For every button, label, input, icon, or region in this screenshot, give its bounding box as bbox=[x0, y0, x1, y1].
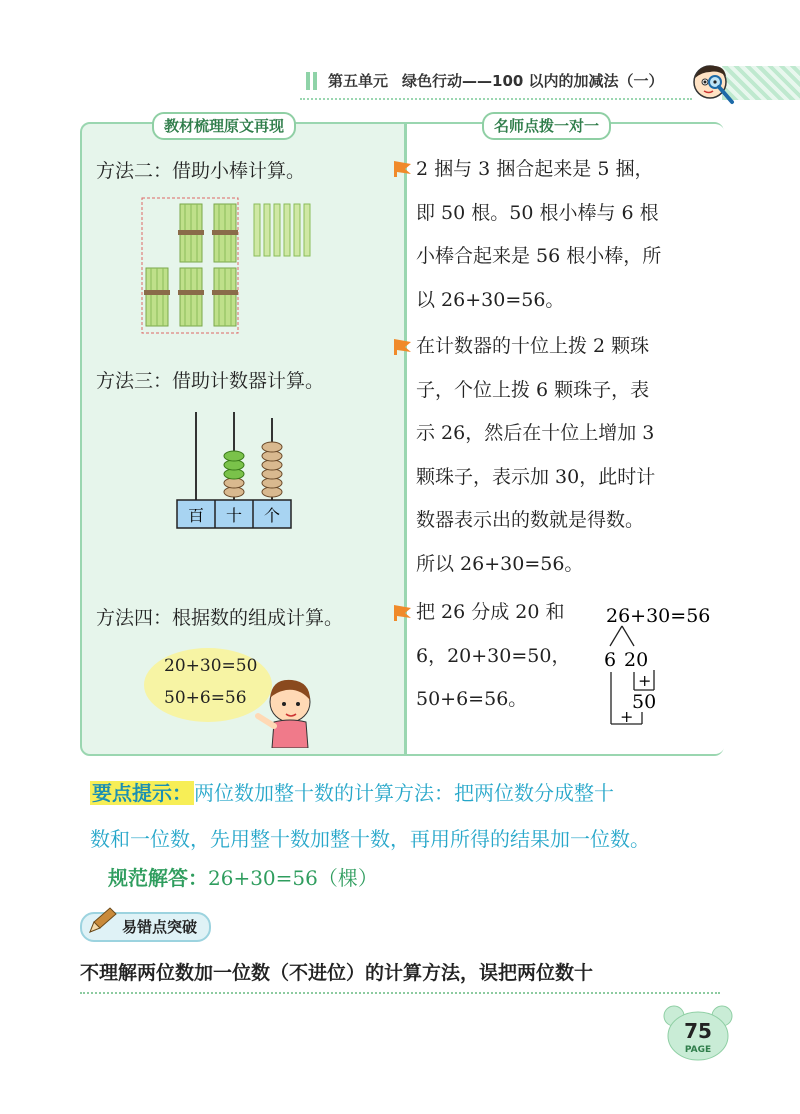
page-header bbox=[0, 60, 800, 110]
abacus-illustration bbox=[176, 412, 296, 532]
diagram-fifty: 50 bbox=[632, 691, 657, 713]
orange-flag-icon bbox=[393, 160, 413, 178]
abacus-label-ones: 个 bbox=[263, 506, 281, 525]
explanation-line: 即 50 根。50 根小棒与 6 根 bbox=[416, 201, 659, 224]
explanation-line: 示 26，然后在十位上增加 3 bbox=[416, 422, 655, 445]
error-description: 不理解两位数加一位数（不进位）的计算方法，误把两位数十 bbox=[80, 962, 594, 984]
single-sticks-icon bbox=[254, 204, 310, 256]
explanation-composition bbox=[416, 591, 570, 722]
explanation-line: 所以 26+30=56。 bbox=[416, 552, 584, 575]
explanation-line: 以 26+30=56。 bbox=[416, 288, 565, 311]
header-dotted-line bbox=[300, 98, 692, 100]
diagram-plus-2: + bbox=[620, 707, 634, 726]
method-three-title: 方法三：借助计数器计算。 bbox=[96, 370, 325, 392]
page-number-badge bbox=[660, 1004, 736, 1064]
explanation-line: 数器表示出的数就是得数。 bbox=[416, 509, 645, 532]
method-two-title: 方法二：借助小棒计算。 bbox=[96, 160, 306, 182]
explanation-line: 子，个位上拨 6 颗珠子，表 bbox=[416, 378, 650, 401]
explanation-line: 50+6=56。 bbox=[416, 688, 528, 711]
orange-flag-icon bbox=[393, 604, 413, 622]
page-word: PAGE bbox=[684, 1045, 712, 1055]
bottom-dotted-line bbox=[80, 992, 720, 994]
header-bars-decoration bbox=[306, 72, 320, 94]
unit-label: 第五单元 bbox=[328, 72, 389, 90]
decomposition-diagram bbox=[598, 598, 716, 732]
key-point-tip bbox=[90, 770, 730, 862]
diagram-equation: 26+30=56 bbox=[606, 605, 711, 627]
tip-line: 数和一位数，先用整十数加整十数，再用所得的结果加一位数。 bbox=[90, 827, 650, 851]
answer-label: 规范解答： bbox=[108, 866, 208, 890]
explanation-sticks bbox=[416, 148, 661, 322]
tab-teacher-tips: 名师点拨一对一 bbox=[482, 112, 611, 140]
standard-answer bbox=[108, 862, 378, 891]
abacus-label-hundreds: 百 bbox=[187, 506, 205, 525]
diagram-plus: + bbox=[638, 671, 652, 690]
pencil-icon bbox=[86, 906, 120, 936]
abacus-label-tens: 十 bbox=[225, 506, 243, 525]
explanation-line: 在计数器的十位上拨 2 颗珠 bbox=[416, 335, 650, 357]
tab-textbook-review: 教材梳理原文再现 bbox=[152, 112, 296, 140]
explanation-abacus bbox=[416, 325, 655, 587]
orange-flag-icon bbox=[393, 338, 413, 356]
mascot-magnifier-icon bbox=[688, 60, 738, 110]
diagram-ones: 6 bbox=[604, 649, 617, 671]
error-section-badge: 易错点突破 bbox=[80, 912, 211, 942]
method-four-title: 方法四：根据数的组成计算。 bbox=[96, 607, 344, 629]
explanation-line: 把 26 分成 20 和 bbox=[416, 601, 565, 623]
unit-title: 绿色行动——100 以内的加减法（一） bbox=[402, 72, 664, 90]
answer-text: 26+30=56（棵） bbox=[208, 866, 378, 890]
sticks-bundles-illustration bbox=[140, 196, 320, 336]
bundle-icon bbox=[144, 204, 238, 326]
ones-beads-icon bbox=[262, 442, 282, 497]
bubble-line: 20+30=50 bbox=[164, 656, 258, 676]
tip-line: 两位数加整十数的计算方法：把两位数分成整十 bbox=[194, 781, 614, 805]
bubble-line: 50+6=56 bbox=[164, 688, 247, 708]
explanation-line: 小棒合起来是 56 根小棒，所 bbox=[416, 245, 662, 268]
diagram-tens: 20 bbox=[624, 649, 649, 671]
boy-character-icon bbox=[250, 672, 320, 748]
explanation-line: 2 捆与 3 捆合起来是 5 捆， bbox=[416, 158, 654, 180]
page-number: 75 bbox=[684, 1019, 712, 1043]
tip-label: 要点提示： bbox=[92, 781, 192, 805]
explanation-line: 颗珠子，表示加 30，此时计 bbox=[416, 465, 656, 488]
explanation-line: 6，20+30=50， bbox=[416, 644, 571, 667]
header-title bbox=[328, 70, 664, 91]
tens-beads-icon bbox=[224, 451, 244, 497]
